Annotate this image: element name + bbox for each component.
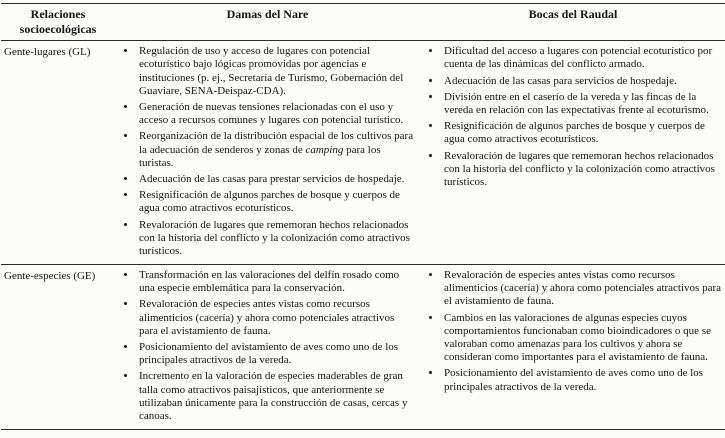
bullet-item: • Revaloración de especies antes vistas como recursos alimenticios (cacería) y ahora como potenciales atractivos para el avistamiento de fauna.: [442, 269, 721, 309]
bullet-item: • Adecuación de las casas para prestar servicios de hospedaje.: [137, 173, 415, 186]
row-label-gente-lugares: Gente-lugares (GL): [4, 46, 91, 59]
cell-gente-lugares-bocas: [420, 41, 725, 265]
cell-gente-lugares-damas: [115, 41, 420, 265]
cell-gente-especies-bocas: [420, 265, 725, 430]
bullet-item: • Posicionamiento del avistamiento de aves como uno de los principales atractivos de la vereda.: [137, 341, 415, 367]
bullet-item: • Posicionamiento del avistamiento de aves como uno de los principales atractivos de la vereda.: [442, 367, 721, 393]
bullet-item: • Revaloración de especies antes vistas como recursos alimenticios (cacería) y ahora como potenciales atractivos para el avistamiento de fauna.: [137, 298, 415, 338]
header-relaciones-socioecologicas: Relaciones socioecológicas: [1, 4, 115, 41]
header-bocas-del-raudal: Bocas del Raudal: [420, 4, 725, 41]
table-row-gente-especies: [1, 265, 725, 430]
header-row: [1, 4, 725, 41]
socioecological-relations-table: [1, 3, 725, 430]
bullet-item: • Resignificación de algunos parches de bosque y cuerpos de agua como atractivos ecoturísticos.: [137, 189, 415, 215]
bullet-list-gente-lugares-bocas: [425, 45, 721, 189]
bullet-item: • Transformación en las valoraciones del delfín rosado como una especie emblemática para la conservación.: [137, 269, 415, 295]
bullet-item: • Regulación de uso y acceso de lugares con potencial ecoturístico bajo lógicas promovidas por agencias e instituciones (p. ej., Secretaría de Turismo, Gobernación del Guaviare, SENA-Deispaz-CDA).: [137, 45, 415, 98]
cell-gente-especies-damas: [115, 265, 420, 430]
table-body: [1, 41, 725, 430]
bullet-item: • Adecuación de las casas para servicios de hospedaje.: [442, 75, 721, 88]
bullet-item: • Resignificación de algunos parches de bosque y cuerpos de agua como atractivos ecoturísticos.: [442, 120, 721, 146]
bullet-item: • Dificultad del acceso a lugares con potencial ecoturístico por cuenta de las dinámicas del conflicto armado.: [442, 45, 721, 71]
bullet-item: • División entre en el caserío de la vereda y las fincas de la vereda en relación con las expectativas frente al ecoturismo.: [442, 91, 721, 117]
bullet-list-gente-especies-damas: [120, 269, 415, 423]
bullet-item: • Generación de nuevas tensiones relacionadas con el uso y acceso a recursos comunes y lugares con potencial turístico.: [137, 101, 415, 127]
bullet-item: • Incremento en la valoración de especies maderables de gran talla como atractivos paisajísticos, que anteriormente se utilizaban únicamente para la construcción de casas, cercas y canoas.: [137, 370, 415, 423]
table-row-gente-lugares: [1, 41, 725, 265]
bullet-item: • Revaloración de lugares que rememoran hechos relacionados con la historia del conflicto y la colonización como atractivos turísticos.: [137, 219, 415, 259]
bullet-list-gente-especies-bocas: [425, 269, 721, 394]
bullet-item: • Revaloración de lugares que rememoran hechos relacionados con la historia del conflicto y la colonización como atractivos turísticos.: [442, 150, 721, 190]
header-damas-del-nare: Damas del Nare: [115, 4, 420, 41]
row-label-gente-especies: Gente-especies (GE): [1, 265, 115, 430]
bullet-item: • Cambios en las valoraciones de algunas especies cuyos comportamientos funcionaban como bioindicadores o que se valoraban como amenazas para los cultivos y ahora se consideran como importantes para el avistamiento de fauna.: [442, 312, 721, 365]
bullet-list-gente-lugares-damas: [120, 45, 415, 258]
bullet-item: • Reorganización de la distribución espacial de los cultivos para la adecuación de senderos y zonas de camping para los turistas.: [137, 130, 415, 170]
table-header: [1, 4, 725, 41]
